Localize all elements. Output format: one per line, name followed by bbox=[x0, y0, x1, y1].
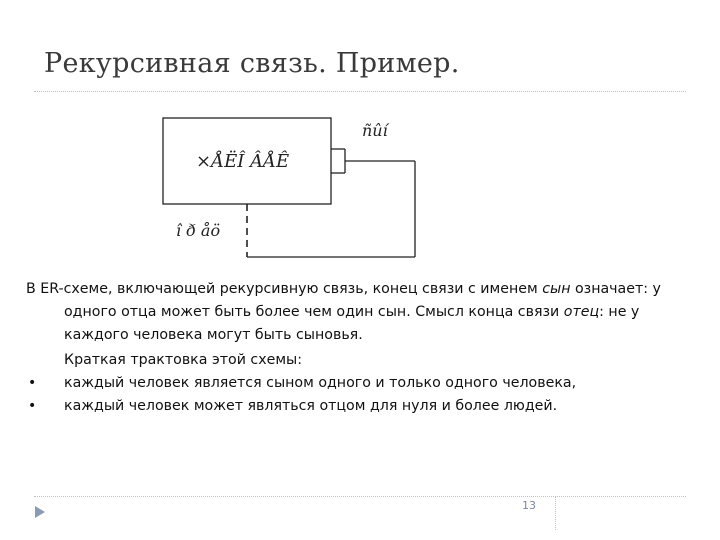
body-intro: Краткая трактовка этой схемы: bbox=[64, 352, 303, 368]
term-father: отец bbox=[563, 304, 600, 320]
body-paragraph: В ER-схеме, включающей рекурсивную связь, конец связи с именем сын означает: у одного отца может быть более чем один сын. Смысл конца связи отец: не у каждого человека могут быть сыновья. bbox=[26, 281, 661, 343]
list-item: • каждый человек может являться отцом для нуля и более людей. bbox=[26, 395, 686, 418]
bullet-icon: • bbox=[28, 375, 37, 391]
slide-title: Рекурсивная связь. Пример. bbox=[44, 48, 460, 79]
footer-divider bbox=[34, 496, 686, 497]
page-number: 13 bbox=[522, 499, 536, 512]
role-father-label: î ð åö bbox=[176, 221, 221, 240]
play-arrow-icon bbox=[34, 505, 46, 519]
term-son: сын bbox=[542, 281, 571, 297]
entity-label: ×ÅËÎ ÂÅÊ bbox=[196, 151, 290, 172]
bullet-icon: • bbox=[28, 398, 37, 414]
role-son-label: ñûí bbox=[362, 121, 388, 140]
slide-body bbox=[26, 278, 686, 418]
list-item: • каждый человек является сыном одного и только одного человека, bbox=[26, 372, 686, 395]
footer-separator bbox=[555, 496, 556, 530]
